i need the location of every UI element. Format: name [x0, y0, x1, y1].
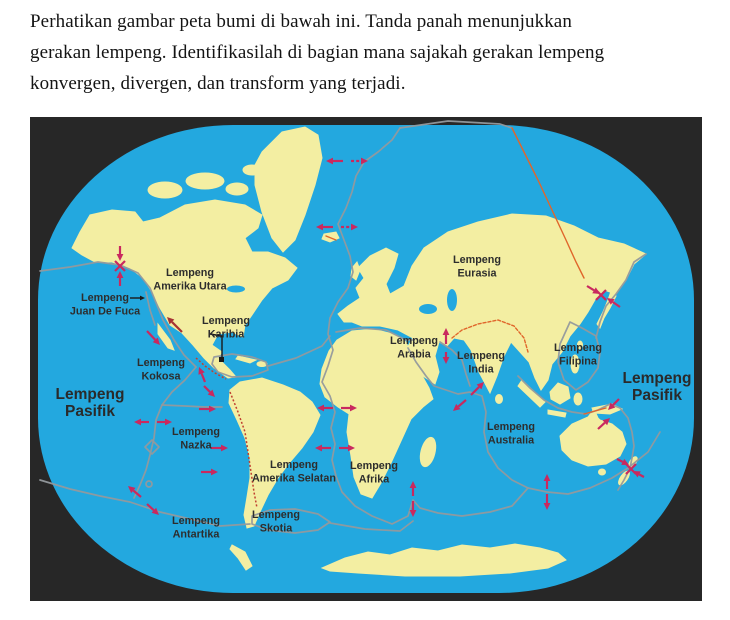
plate-label-juan-de-fuca: Lempeng	[81, 292, 129, 304]
plate-label-australia: Lempeng	[487, 421, 535, 433]
plate-label-pasifik-timur: Pasifik	[632, 387, 682, 404]
plate-label-australia: Australia	[487, 434, 535, 447]
plate-label-eurasia: Eurasia	[457, 267, 497, 280]
black-sea	[419, 304, 437, 314]
plate-label-skotia: Lempeng	[252, 509, 300, 521]
plate-label-karibia: Karibia	[207, 328, 245, 341]
world-plate-map	[30, 117, 702, 601]
plate-label-skotia: Skotia	[259, 522, 293, 535]
great-lakes	[227, 286, 245, 293]
plate-label-amerika-utara: Lempeng	[166, 267, 214, 279]
plate-label-arabia: Lempeng	[390, 335, 438, 347]
tasmania	[599, 469, 606, 475]
sulawesi	[574, 393, 582, 405]
arctic-island	[186, 173, 224, 189]
question-line-1: Perhatikan gambar peta bumi di bawah ini. Tanda panah menunjukkan	[30, 11, 572, 32]
arctic-island	[226, 183, 248, 195]
plate-label-antartika: Lempeng	[172, 515, 220, 527]
plate-label-amerika-selatan: Lempeng	[270, 459, 318, 471]
sri-lanka	[496, 395, 503, 404]
plate-label-juan-de-fuca: Juan De Fuca	[69, 305, 141, 318]
plate-label-afrika: Afrika	[358, 473, 390, 486]
arctic-island	[148, 182, 182, 198]
plate-label-india: Lempeng	[457, 350, 505, 362]
plate-label-filipina: Filipina	[559, 355, 597, 368]
plate-label-amerika-utara: Amerika Utara	[153, 280, 227, 293]
plate-label-pasifik-barat: Pasifik	[65, 403, 115, 420]
plate-label-nazka: Lempeng	[172, 426, 220, 438]
plate-label-arabia: Arabia	[397, 348, 431, 361]
plate-label-antartika: Antartika	[172, 528, 220, 541]
map-svg	[30, 117, 702, 601]
plate-label-amerika-selatan: Amerika Selatan	[251, 472, 337, 485]
sakhalin	[610, 269, 615, 285]
caspian-sea	[447, 289, 457, 311]
plate-label-eurasia: Lempeng	[453, 254, 501, 266]
plate-label-kokosa: Lempeng	[137, 357, 185, 369]
plate-label-afrika: Lempeng	[350, 460, 398, 472]
question-line-3: konvergen, divergen, dan transform yang terjadi.	[30, 73, 406, 94]
karibia-pointer-dot	[219, 357, 224, 362]
plate-label-india: India	[468, 363, 494, 376]
plate-label-pasifik-barat: Lempeng	[55, 386, 125, 403]
plate-label-nazka: Nazka	[180, 439, 212, 452]
question-line-2: gerakan lempeng. Identifikasilah di bagian mana sajakah gerakan lempeng	[30, 42, 605, 63]
plate-label-pasifik-timur: Lempeng	[622, 370, 692, 387]
plate-label-filipina: Lempeng	[554, 342, 602, 354]
question-text	[30, 6, 714, 99]
plate-label-kokosa: Kokosa	[141, 370, 181, 383]
plate-label-karibia: Lempeng	[202, 315, 250, 327]
